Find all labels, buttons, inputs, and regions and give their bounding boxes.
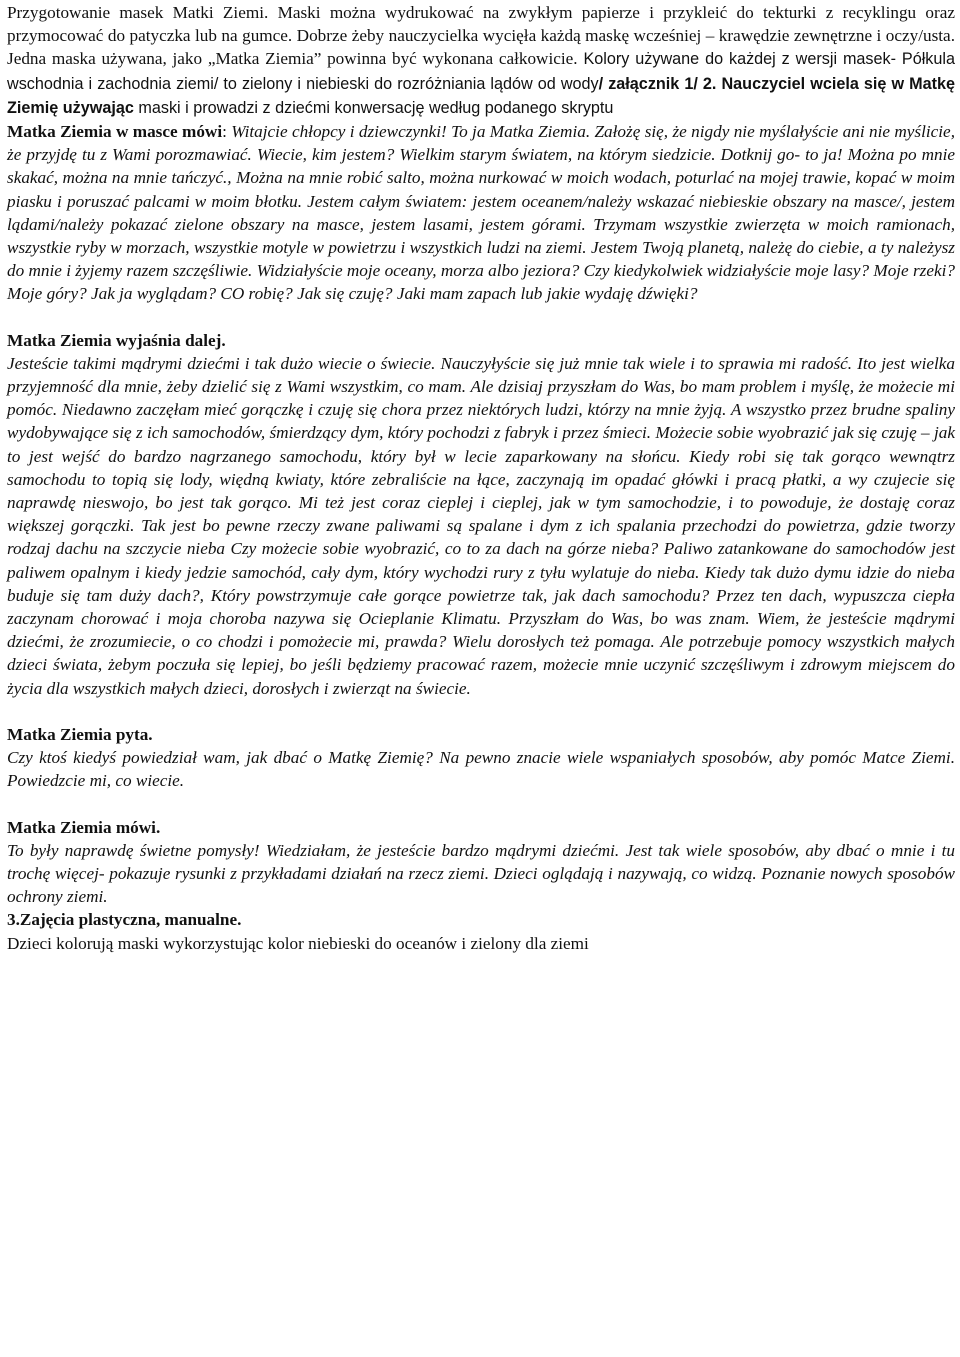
explains-paragraph — [7, 352, 955, 700]
asks-heading-text: Matka Ziemia pyta. — [7, 724, 153, 744]
art-activity-heading-text: 3.Zajęcia plastyczna, manualne. — [7, 910, 242, 930]
asks-paragraph — [7, 746, 955, 792]
says-text: To były naprawdę świetne pomysły! Wiedziałam, że jesteście bardzo mądrymi dziećmi. Jest tak wiele sposobów, aby dbać o mnie i tu trochę więcej- pokazuje rysunki z przykładami działań na rzecz ziemi. Dzieci oglądają i nazywają, co widzą. Poznanie nowych sposobów ochrony ziemi. — [7, 840, 955, 907]
intro-script-text: maski i prowadzi z dziećmi konwersację według podanego skryptu — [133, 98, 614, 117]
intro-colors-text: Kolory używane do każdej z wersji masek- Półkula wschodnia i zachodnia ziemi/ to zielony i niebieski do rozróżniania lądów od wody — [7, 50, 956, 93]
says-heading-text: Matka Ziemia mówi. — [7, 817, 161, 837]
intro-masks-text: Maski można wydrukować na zwykłym papierze i przykleić do tekturki z recyklingu oraz przymocować do patyczka lub na gumce. Dobrze żeby nauczycielka wycięła każdą maskę wcześniej – krawędzie zewnętrzne i oczy/usta. Jedna maska używana, jako „Matka Ziemia” powinna być wykonana całkowicie. — [7, 3, 955, 69]
mother-earth-speech — [7, 120, 955, 306]
explains-text: Jesteście takimi mądrymi dziećmi i tak dużo wiecie o świecie. Nauczyłyście się już mnie tak wiele i to sprawia mi radość. Ito jest wielka przyjemność dla mnie, żeby dzielić się z Wami wszystkim, co mam. Ale dzisiaj przyszłam do Was, bo mam problem i myślę, że możecie mi pomóc. Niedawno zaczęłam mieć gorączkę i czuję się chora przez niektórych ludzi, którzy na mnie żyją. A wszystko przez brudne spaliny wydobywające się z ich samochodów, śmierdzący dym, który pochodzi z fabryk i przez śmieci. Możecie sobie wyobrazić jak się czuję – jak to jest wejść do bardzo nagrzanego samochodu, który był w lecie zaparkowany na słońcu. Kiedy robi się tak gorąco wewnątrz samochodu to topią się lody, więdną kwiaty, które zebraliście na łące, zaczynają im opadać główki i pracą płatki, a wy czujecie się naprawdę nieswojo, bo jest tak gorąco. Mi też jest coraz cieplej i cieplej, jak w tym samochodzie, i to powoduje, że dostaję coraz większej gorączki. Tak jest bo pewne rzeczy zwane paliwami są spalane i dym z ich spalania przechodzi do powietrza, gdzie tworzy rodzaj dachu na szczycie nieba Czy możecie sobie wyobrazić, co to za dach na górze nieba? Paliwo zatankowane do samochodów jest paliwem opalnym i kiedy jedzie samochód, cały dym, który wychodzi rury z tyłu wylatuje do nieba. Kiedy tak dużo dymu idzie do nieba buduje się tam duży dach?, Który powstrzymuje całe gorące powietrze tak, jak dach samochodu? Przez ten dach, wypuszcza ciepła zaczynam chorować i moja choroba nazywa się Ocieplanie Klimatu. Przyszłam do Was, bo was znam. Wiem, że jesteście mądrymi dziećmi, że zrozumiecie, o co chodzi i pomożecie mi, prawda? Wielu dorosłych też pomaga. Ale potrzebuje pomocy wszystkich małych dzieci świata, żebym poczuła się lepiej, bo jeśli będziemy pracować razem, możecie mnie uczynić szczęśliwym i zdrowym miejscem do życia dla wszystkich małych dzieci, dorosłych i zwierząt na świecie. — [7, 353, 955, 698]
asks-heading — [7, 723, 955, 746]
asks-text: Czy ktoś kiedyś powiedział wam, jak dbać o Matkę Ziemię? Na pewno znacie wiele wspaniałych sposobów, aby pomóc Matce Ziemi. Powiedzcie mi, co wiecie. — [7, 748, 955, 791]
intro-attachment-ref: / załącznik 1/ 2. — [598, 74, 722, 93]
spacer — [7, 793, 955, 816]
explains-heading — [7, 329, 955, 352]
spacer — [7, 700, 955, 723]
speech-text: Witajcie chłopcy i dziewczynki! To ja Matka Ziemia. Założę się, że nigdy nie myślałyście ani nie myślicie, że przyjdę tu z Wami porozmawiać. Wiecie, kim jestem? Wielkim starym światem, na którym siedzicie. Dotknij go- to ja! Można po mnie skakać, można na mnie tańczyć., Można na mnie robić salto, można nurkować w moich wodach, poturlać na mojej trawie, kopać w moim piasku i poruszać palcami w moim błotku. Jestem całym światem: jestem oceanem/należy wskazać niebieskie obszary na masce/, jestem lądami/należy pokazać zielone obszary na masce, jestem lasami, jestem górami. Trzymam wszystkie zwierzęta w moich ramionach, wszystkie ryby w morzach, wszystkie motyle w powietrzu i wszystkich ludzi na ziemi. Jestem Twoją planetą, należę do ciebie, a ty należysz do mnie i żyjemy razem szczęśliwie. Widziałyście moje oceany, morza albo jeziora? Czy kiedykolwiek widziałyście moje lasy? Moje rzeki? Moje góry? Jak ja wyglądam? CO robię? Jak się czuję? Jaki mam zapach lub jakie wydaję dźwięki? — [7, 122, 955, 304]
explains-heading-text: Matka Ziemia wyjaśnia dalej. — [7, 330, 226, 350]
speech-colon: : — [222, 122, 232, 142]
art-activity-heading — [7, 908, 955, 931]
spacer — [7, 306, 955, 329]
intro-teacher-role: Nauczyciel wciela się w Matkę Ziemię używając — [7, 74, 955, 117]
art-activity-text: Dzieci kolorują maski wykorzystując kolor niebieski do oceanów i zielony dla ziemi — [7, 933, 589, 953]
speech-lead: Matka Ziemia w masce mówi — [7, 122, 223, 142]
says-heading — [7, 816, 955, 839]
says-paragraph — [7, 839, 955, 909]
intro-paragraph — [7, 1, 955, 120]
intro-title: Przygotowanie masek Matki Ziemi. — [7, 3, 278, 22]
art-activity-paragraph — [7, 932, 955, 955]
